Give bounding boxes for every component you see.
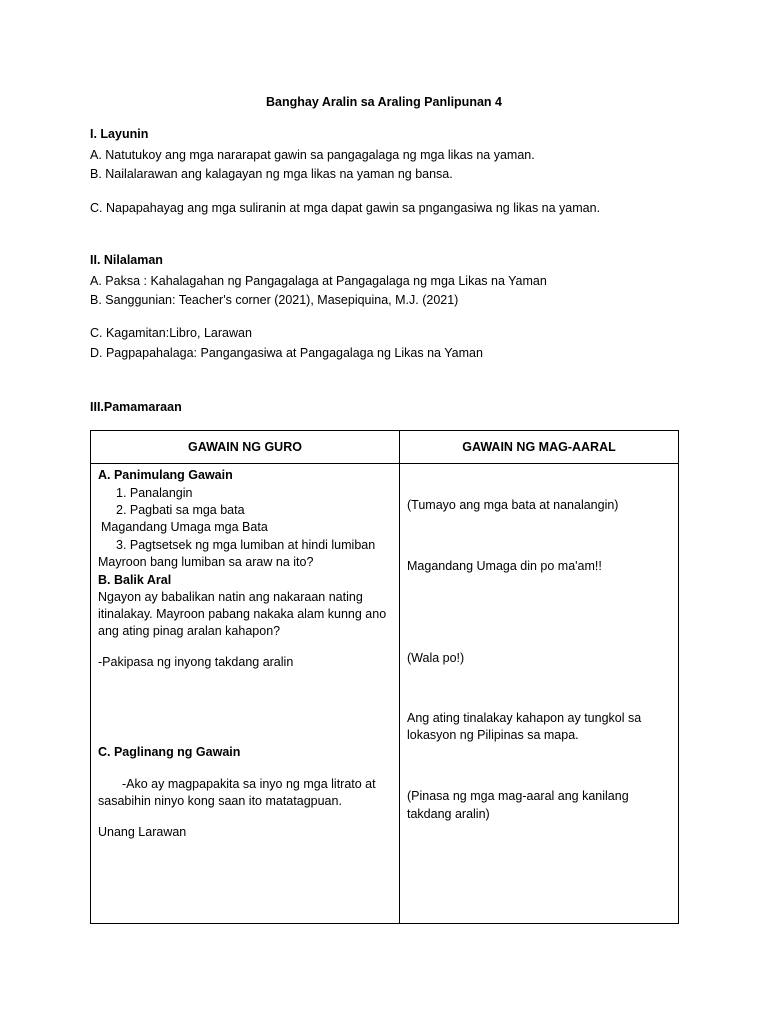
unang-larawan: Unang Larawan — [98, 825, 187, 839]
header-gawain-guro: GAWAIN NG GURO — [91, 431, 400, 464]
guro-item-panalangin: 1. Panalangin — [116, 486, 193, 500]
response-lumiban: (Wala po!) — [407, 651, 465, 665]
response-balik-line-1: Ang ating tinalakay kahapon ay tungkol sa — [407, 711, 642, 725]
paglinang-line-1: -Ako ay magpapakita sa inyo ng mga litrato at — [122, 777, 376, 791]
guro-absent-question: Mayroon bang lumiban sa araw na ito? — [98, 555, 314, 569]
header-gawain-mag-aaral: GAWAIN NG MAG-AARAL — [400, 431, 679, 464]
response-takdang-line-2: takdang aralin) — [407, 807, 490, 821]
section-layunin-heading: I. Layunin — [90, 127, 149, 141]
section-pamamaraan-heading: III.Pamamaraan — [90, 400, 182, 414]
guro-item-pagtsetsek: 3. Pagtsetsek ng mga lumiban at hindi lumiban — [116, 538, 376, 552]
section-nilalaman-heading: II. Nilalaman — [90, 253, 163, 267]
nilalaman-paksa: A. Paksa : Kahalagahan ng Pangagalaga at Pangagalaga ng mga Likas na Yaman — [90, 274, 547, 288]
guro-takdang-aralin: -Pakipasa ng inyong takdang aralin — [98, 655, 294, 669]
panimulang-gawain-heading: A. Panimulang Gawain — [98, 468, 233, 482]
response-panalangin: (Tumayo ang mga bata at nanalangin) — [407, 498, 619, 512]
paglinang-line-2: sasabihin ninyo kong saan ito matatagpuan. — [98, 794, 342, 808]
response-pagbati: Magandang Umaga din po ma'am!! — [407, 559, 602, 573]
layunin-item-b: B. Nailalarawan ang kalagayan ng mga likas na yaman ng bansa. — [90, 167, 453, 181]
balik-aral-line-1: Ngayon ay babalikan natin ang nakaraan nating — [98, 590, 363, 604]
layunin-item-a: A. Natutukoy ang mga nararapat gawin sa pangagalaga ng mga likas na yaman. — [90, 148, 535, 162]
mag-aaral-cell — [400, 464, 679, 924]
guro-greeting: Magandang Umaga mga Bata — [101, 520, 268, 534]
paglinang-heading: C. Paglinang ng Gawain — [98, 745, 241, 759]
nilalaman-sanggunian: B. Sanggunian: Teacher's corner (2021), Masepiquina, M.J. (2021) — [90, 293, 459, 307]
nilalaman-kagamitan: C. Kagamitan:Libro, Larawan — [90, 326, 252, 340]
nilalaman-pagpapahalaga: D. Pagpapahalaga: Pangangasiwa at Pangagalaga ng Likas na Yaman — [90, 346, 483, 360]
layunin-item-c: C. Napapahayag ang mga suliranin at mga dapat gawin sa pngangasiwa ng likas na yaman. — [90, 201, 601, 215]
balik-aral-line-3: ang ating pinag aralan kahapon? — [98, 624, 281, 638]
page-title: Banghay Aralin sa Araling Panlipunan 4 — [266, 95, 502, 109]
response-balik-line-2: lokasyon ng Pilipinas sa mapa. — [407, 728, 579, 742]
guro-item-pagbati: 2. Pagbati sa mga bata — [116, 503, 245, 517]
balik-aral-heading: B. Balik Aral — [98, 573, 172, 587]
balik-aral-line-2: itinalakay. Mayroon pabang nakaka alam kunng ano — [98, 607, 387, 621]
response-takdang-line-1: (Pinasa ng mga mag-aaral ang kanilang — [407, 789, 629, 803]
table-row — [91, 464, 679, 924]
pamamaraan-table — [90, 430, 679, 924]
guro-cell — [91, 464, 400, 924]
table-header-row — [91, 431, 679, 464]
